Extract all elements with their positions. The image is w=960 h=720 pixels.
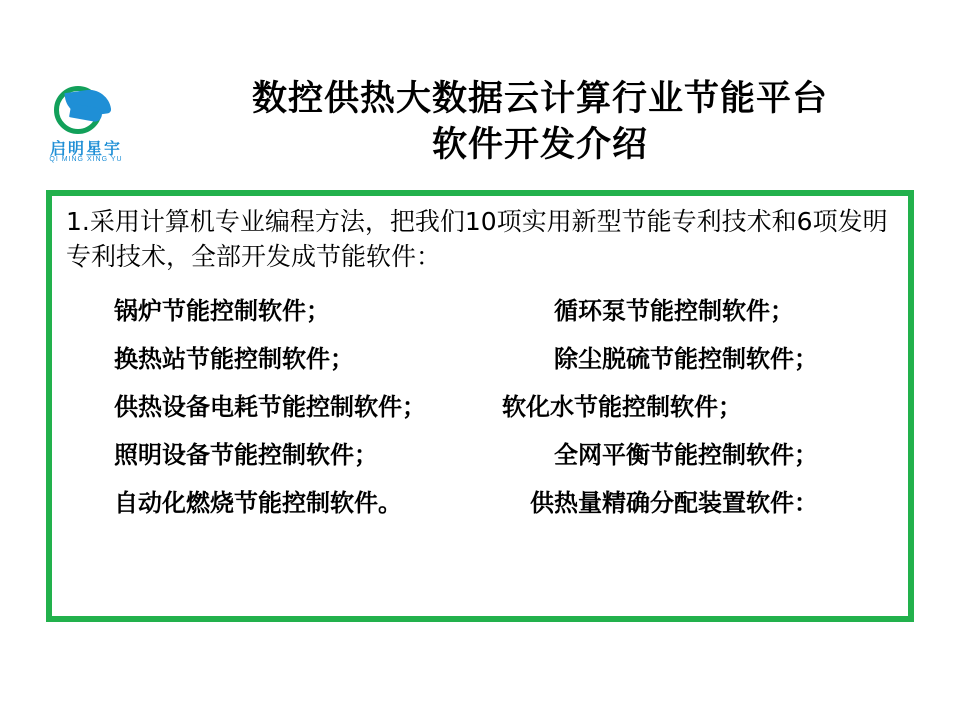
- software-name: 自动化燃烧节能控制软件。: [114, 488, 402, 517]
- logo-name-cn: 启明星宇: [49, 139, 122, 158]
- software-name: 照明设备节能控制软件；: [114, 440, 378, 469]
- page-title-line-2: 软件开发介绍: [431, 125, 648, 165]
- list-item: [68, 428, 902, 476]
- software-name: 全网平衡节能控制软件；: [554, 440, 818, 469]
- software-name: 循环泵节能控制软件；: [554, 296, 794, 325]
- company-logo: [26, 84, 146, 168]
- list-item: [68, 380, 902, 428]
- software-name: 锅炉节能控制软件；: [114, 296, 330, 325]
- page-title-line-1: 数控供热大数据云计算行业节能平台: [251, 79, 828, 119]
- logo-name-en: QI MING XING YU: [49, 156, 123, 163]
- intro-paragraph: 1.采用计算机专业编程方法，把我们10项实用新型节能专利技术和6项发明专利技术，全部开发成节能软件：: [66, 207, 888, 271]
- software-list: [68, 284, 902, 524]
- software-name: 软化水节能控制软件；: [502, 392, 742, 421]
- software-name: 供热量精确分配装置软件：: [530, 488, 818, 517]
- content-panel: [46, 190, 914, 622]
- software-name: 换热站节能控制软件；: [114, 344, 354, 373]
- page-title: [160, 76, 920, 168]
- software-name: 除尘脱硫节能控制软件；: [554, 344, 818, 373]
- software-name: 供热设备电耗节能控制软件；: [114, 392, 426, 421]
- list-item: [68, 332, 902, 380]
- logo-mark: [26, 84, 146, 140]
- list-item: [68, 476, 902, 524]
- list-item: [68, 284, 902, 332]
